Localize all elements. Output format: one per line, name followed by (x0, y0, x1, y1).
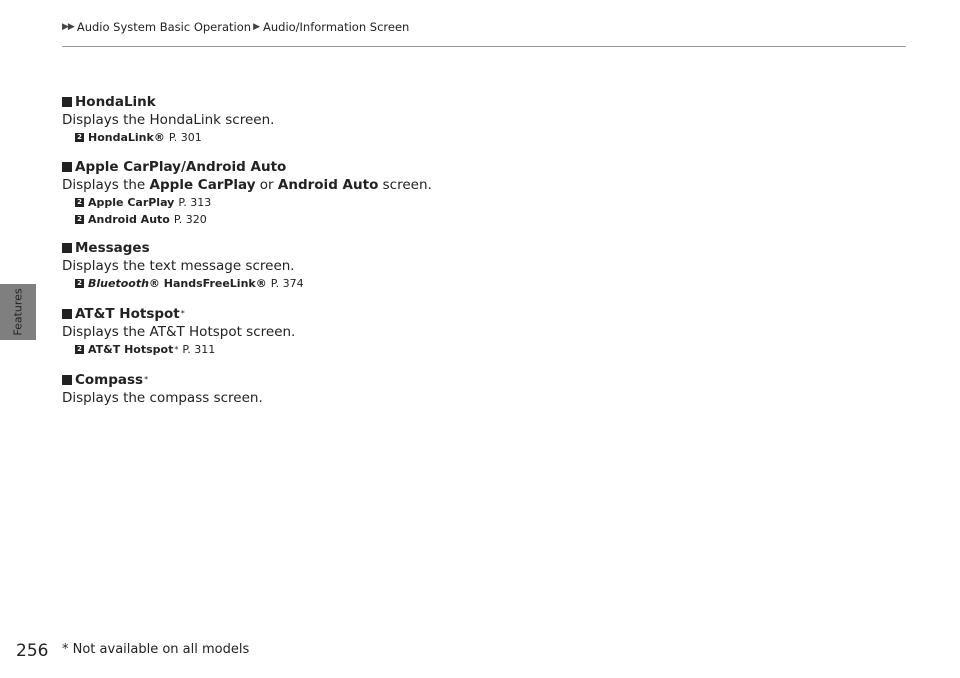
breadcrumb-item[interactable]: Audio/Information Screen (262, 20, 410, 34)
reference-title[interactable] (88, 275, 267, 292)
description-text: Displays the compass screen. (62, 390, 263, 406)
cross-reference[interactable] (75, 194, 762, 211)
availability-mark: * (144, 375, 149, 384)
availability-mark: * (180, 309, 185, 318)
description-text: or (255, 177, 278, 193)
breadcrumb (62, 20, 409, 34)
section-description (62, 257, 762, 275)
section-tab-label: Features (11, 288, 25, 336)
filled-square-bullet-icon (62, 243, 72, 253)
section-description (62, 176, 762, 194)
filled-square-bullet-icon (62, 97, 72, 107)
cross-reference-icon: 2 (75, 133, 84, 142)
reference-title[interactable]: AT&T Hotspot (88, 343, 174, 356)
section-heading (62, 371, 762, 389)
description-text: Displays the AT&T Hotspot screen. (62, 324, 296, 340)
reference-title[interactable]: HondaLink® (88, 131, 165, 144)
filled-square-bullet-icon (62, 309, 72, 319)
reference-title-italic[interactable]: Bluetooth (88, 277, 149, 290)
reference-page[interactable]: P. 313 (178, 196, 212, 209)
cross-reference[interactable] (75, 275, 762, 292)
description-text: Displays the HondaLink screen. (62, 112, 275, 128)
page-number: 256 (16, 641, 49, 661)
section-heading-text: HondaLink (75, 94, 156, 110)
section-description (62, 389, 762, 407)
breadcrumb-item[interactable]: Audio System Basic Operation (76, 20, 252, 34)
section-heading (62, 158, 762, 176)
reference-title-rest[interactable]: ® HandsFreeLink® (148, 277, 267, 290)
filled-square-bullet-icon (62, 162, 72, 172)
filled-square-bullet-icon (62, 375, 72, 385)
description-bold: Apple CarPlay (149, 177, 256, 193)
section-heading-text: AT&T Hotspot (75, 306, 180, 322)
description-bold: Android Auto (277, 177, 379, 193)
availability-mark: * (174, 345, 179, 354)
reference-page[interactable]: P. 320 (173, 213, 207, 226)
section-heading-text: Compass (75, 372, 144, 388)
reference-title[interactable]: Apple CarPlay (88, 196, 175, 209)
section-hondalink (62, 93, 762, 146)
reference-title[interactable]: Android Auto (88, 213, 170, 226)
section-att-hotspot (62, 305, 762, 358)
header-divider (62, 46, 906, 47)
reference-page[interactable]: P. 311 (182, 343, 216, 356)
section-heading-text: Messages (75, 240, 150, 256)
cross-reference-icon: 2 (75, 215, 84, 224)
double-triangle-arrow-icon: ▶▶ (62, 22, 74, 32)
section-heading-text: Apple CarPlay/Android Auto (75, 159, 287, 175)
section-heading (62, 305, 762, 323)
section-description (62, 323, 762, 341)
triangle-arrow-icon: ▶ (253, 22, 260, 32)
reference-page[interactable]: P. 301 (168, 131, 202, 144)
description-text: screen. (378, 177, 432, 193)
reference-page[interactable]: P. 374 (270, 277, 304, 290)
cross-reference[interactable] (75, 129, 762, 146)
section-heading (62, 239, 762, 257)
footnote: * Not available on all models (62, 642, 250, 657)
cross-reference[interactable] (75, 341, 762, 358)
cross-reference-icon: 2 (75, 345, 84, 354)
section-apple-carplay-android-auto (62, 158, 762, 228)
section-messages (62, 239, 762, 292)
section-heading (62, 93, 762, 111)
main-content (62, 93, 762, 407)
section-description (62, 111, 762, 129)
description-text: Displays the text message screen. (62, 258, 295, 274)
section-compass (62, 371, 762, 407)
cross-reference-icon: 2 (75, 279, 84, 288)
description-text: Displays the (62, 177, 150, 193)
cross-reference-icon: 2 (75, 198, 84, 207)
cross-reference[interactable] (75, 211, 762, 228)
